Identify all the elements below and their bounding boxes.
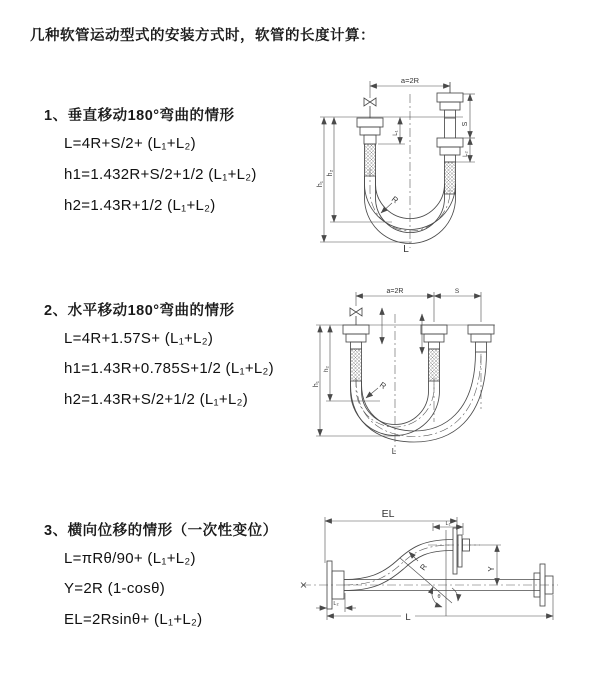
dim-label-span: a=2R (400, 76, 420, 85)
centerlines (356, 314, 481, 452)
right-hose-end-fitting (437, 82, 463, 194)
dim-label-offset: Y (487, 566, 496, 572)
section-2-formula-h1: h1=1.43R+0.785S+1/2 (L₁+L₂) (64, 360, 274, 377)
dim-label-el: EL (381, 508, 395, 520)
diagram-horizontal-180-bend (310, 284, 582, 464)
section-1-formula-h1: h1=1.432R+S/2+1/2 (L₁+L₂) (64, 166, 257, 183)
left-hose-end-fitting (357, 118, 383, 176)
dim-label-radius: R (389, 194, 400, 206)
section-1-formula-L: L=4R+S/2+ (L₁+L₂) (64, 135, 196, 152)
section-2-formula-h2: h2=1.43R+S/2+1/2 (L₁+L₂) (64, 391, 249, 408)
s-curve-hose-position (344, 540, 453, 591)
dim-label-radius: R (377, 380, 388, 391)
section-3-heading: 3、横向位移的情形（一次性变位） (44, 523, 278, 539)
dim-label-fit1: L₁ (445, 521, 451, 527)
dim-label-h2: h₂ (327, 169, 334, 177)
dimensions (320, 81, 475, 242)
dim-label-length: L (405, 612, 411, 623)
middle-hose-end-fitting (421, 325, 447, 381)
dim-label-h1: h₁ (313, 380, 320, 388)
valve-icon (350, 308, 362, 325)
section-3-formula-Y: Y=2R (1-cosθ) (64, 580, 166, 597)
hose-u-curves (351, 352, 487, 442)
dim-label-fit2: L₂ (463, 151, 469, 157)
centerlines (302, 545, 558, 585)
upper-right-flange (453, 528, 470, 574)
section-2-heading: 2、水平移动180°弯曲的情形 (44, 303, 235, 319)
left-hose-end-fitting (343, 325, 369, 381)
dim-label-fit1: L₁ (393, 130, 399, 136)
diagram-lateral-offset (300, 495, 592, 663)
right-hose-end-fitting (468, 325, 494, 352)
dim-label-h2: h₂ (323, 365, 330, 373)
dim-label-span: a=2R (386, 288, 404, 295)
section-1-heading: 1、垂直移动180°弯曲的情形 (44, 108, 235, 124)
dim-label-length: L (391, 447, 397, 456)
section-1-formula-h2: h2=1.43R+1/2 (L₁+L₂) (64, 197, 216, 214)
section-3-formula-EL: EL=2Rsinθ+ (L₁+L₂) (64, 611, 203, 628)
dim-label-fit2: L₂ (333, 601, 339, 607)
section-3-formula-L: L=πRθ/90+ (L₁+L₂) (64, 550, 196, 567)
section-2-formula-L: L=4R+1.57S+ (L₁+L₂) (64, 330, 214, 347)
dim-label-length: L (403, 244, 409, 255)
dim-label-stroke: S (462, 121, 469, 127)
diagram-vertical-180-bend (312, 72, 570, 254)
dim-label-h1: h₁ (317, 180, 324, 188)
page-title: 几种软管运动型式的安装方式时，软管的长度计算： (30, 28, 375, 44)
dimensions (316, 517, 553, 620)
dimensions (316, 292, 481, 436)
dim-label-stroke: S (454, 288, 460, 295)
construction-lines (400, 530, 458, 616)
dim-label-angle: θ (437, 594, 441, 600)
dim-label-radius: R (418, 562, 429, 573)
valve-icon (364, 98, 376, 118)
